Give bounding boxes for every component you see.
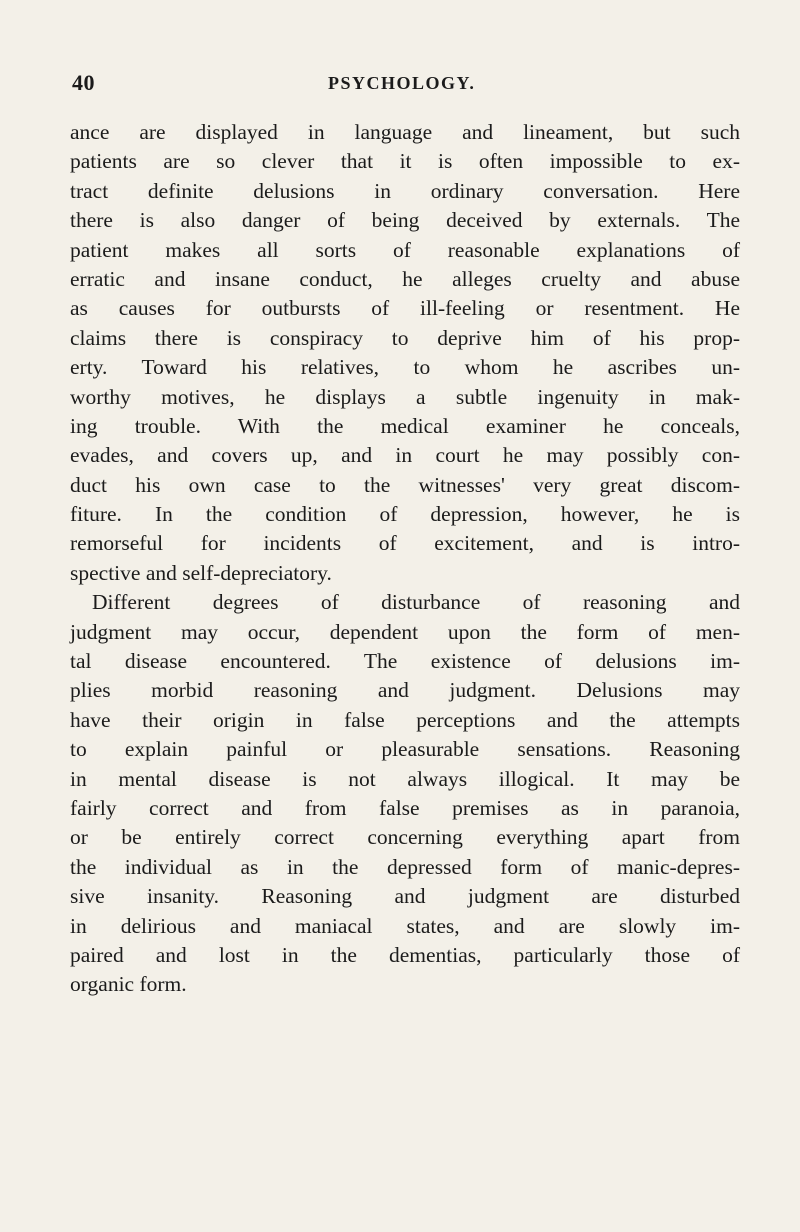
- text-line: patients are so clever that it is often impossible to ex-: [70, 149, 740, 174]
- text-line: worthy motives, he displays a subtle ingenuity in mak-: [70, 384, 740, 409]
- paragraph-2: [70, 588, 740, 999]
- text-line: fiture. In the condition of depression, however, he is: [70, 502, 740, 527]
- page-header: [70, 70, 740, 104]
- text-line: fairly correct and from false premises as in paranoia,: [70, 795, 740, 820]
- text-line: spective and self-depreciatory.: [70, 560, 332, 585]
- text-line: judgment may occur, dependent upon the form of men-: [70, 619, 740, 644]
- text-line: ing trouble. With the medical examiner he conceals,: [70, 413, 740, 438]
- text-line: in delirious and maniacal states, and are slowly im-: [70, 913, 740, 938]
- text-line: plies morbid reasoning and judgment. Delusions may: [70, 678, 740, 703]
- text-line: claims there is conspiracy to deprive him of his prop-: [70, 325, 740, 350]
- body-text: [70, 118, 740, 1000]
- running-head: PSYCHOLOGY.: [328, 73, 476, 93]
- text-line: paired and lost in the dementias, particularly those of: [70, 942, 740, 967]
- text-line: erty. Toward his relatives, to whom he ascribes un-: [70, 355, 740, 380]
- text-line: tal disease encountered. The existence of delusions im-: [70, 649, 740, 674]
- text-line: evades, and covers up, and in court he may possibly con-: [70, 443, 740, 468]
- text-line: to explain painful or pleasurable sensations. Reasoning: [70, 737, 740, 762]
- text-line: or be entirely correct concerning everything apart from: [70, 825, 740, 850]
- page-number: 40: [72, 70, 95, 95]
- text-line: as causes for outbursts of ill-feeling or resentment. He: [70, 296, 740, 321]
- text-line: organic form.: [70, 972, 187, 997]
- text-line: tract definite delusions in ordinary conversation. Here: [70, 178, 740, 203]
- text-line: in mental disease is not always illogical. It may be: [70, 766, 740, 791]
- text-line: Different degrees of disturbance of reasoning and: [92, 590, 740, 615]
- text-line: the individual as in the depressed form of manic-depres-: [70, 854, 740, 879]
- text-line: remorseful for incidents of excitement, and is intro-: [70, 531, 740, 556]
- text-line: duct his own case to the witnesses' very great discom-: [70, 472, 740, 497]
- text-line: ance are displayed in language and lineament, but such: [70, 120, 740, 144]
- text-line: erratic and insane conduct, he alleges cruelty and abuse: [70, 266, 740, 291]
- text-line: have their origin in false perceptions and the attempts: [70, 707, 740, 732]
- text-line: sive insanity. Reasoning and judgment are disturbed: [70, 884, 740, 909]
- text-line: there is also danger of being deceived by externals. The: [70, 208, 740, 233]
- paragraph-1: [70, 118, 740, 588]
- text-line: patient makes all sorts of reasonable explanations of: [70, 237, 740, 262]
